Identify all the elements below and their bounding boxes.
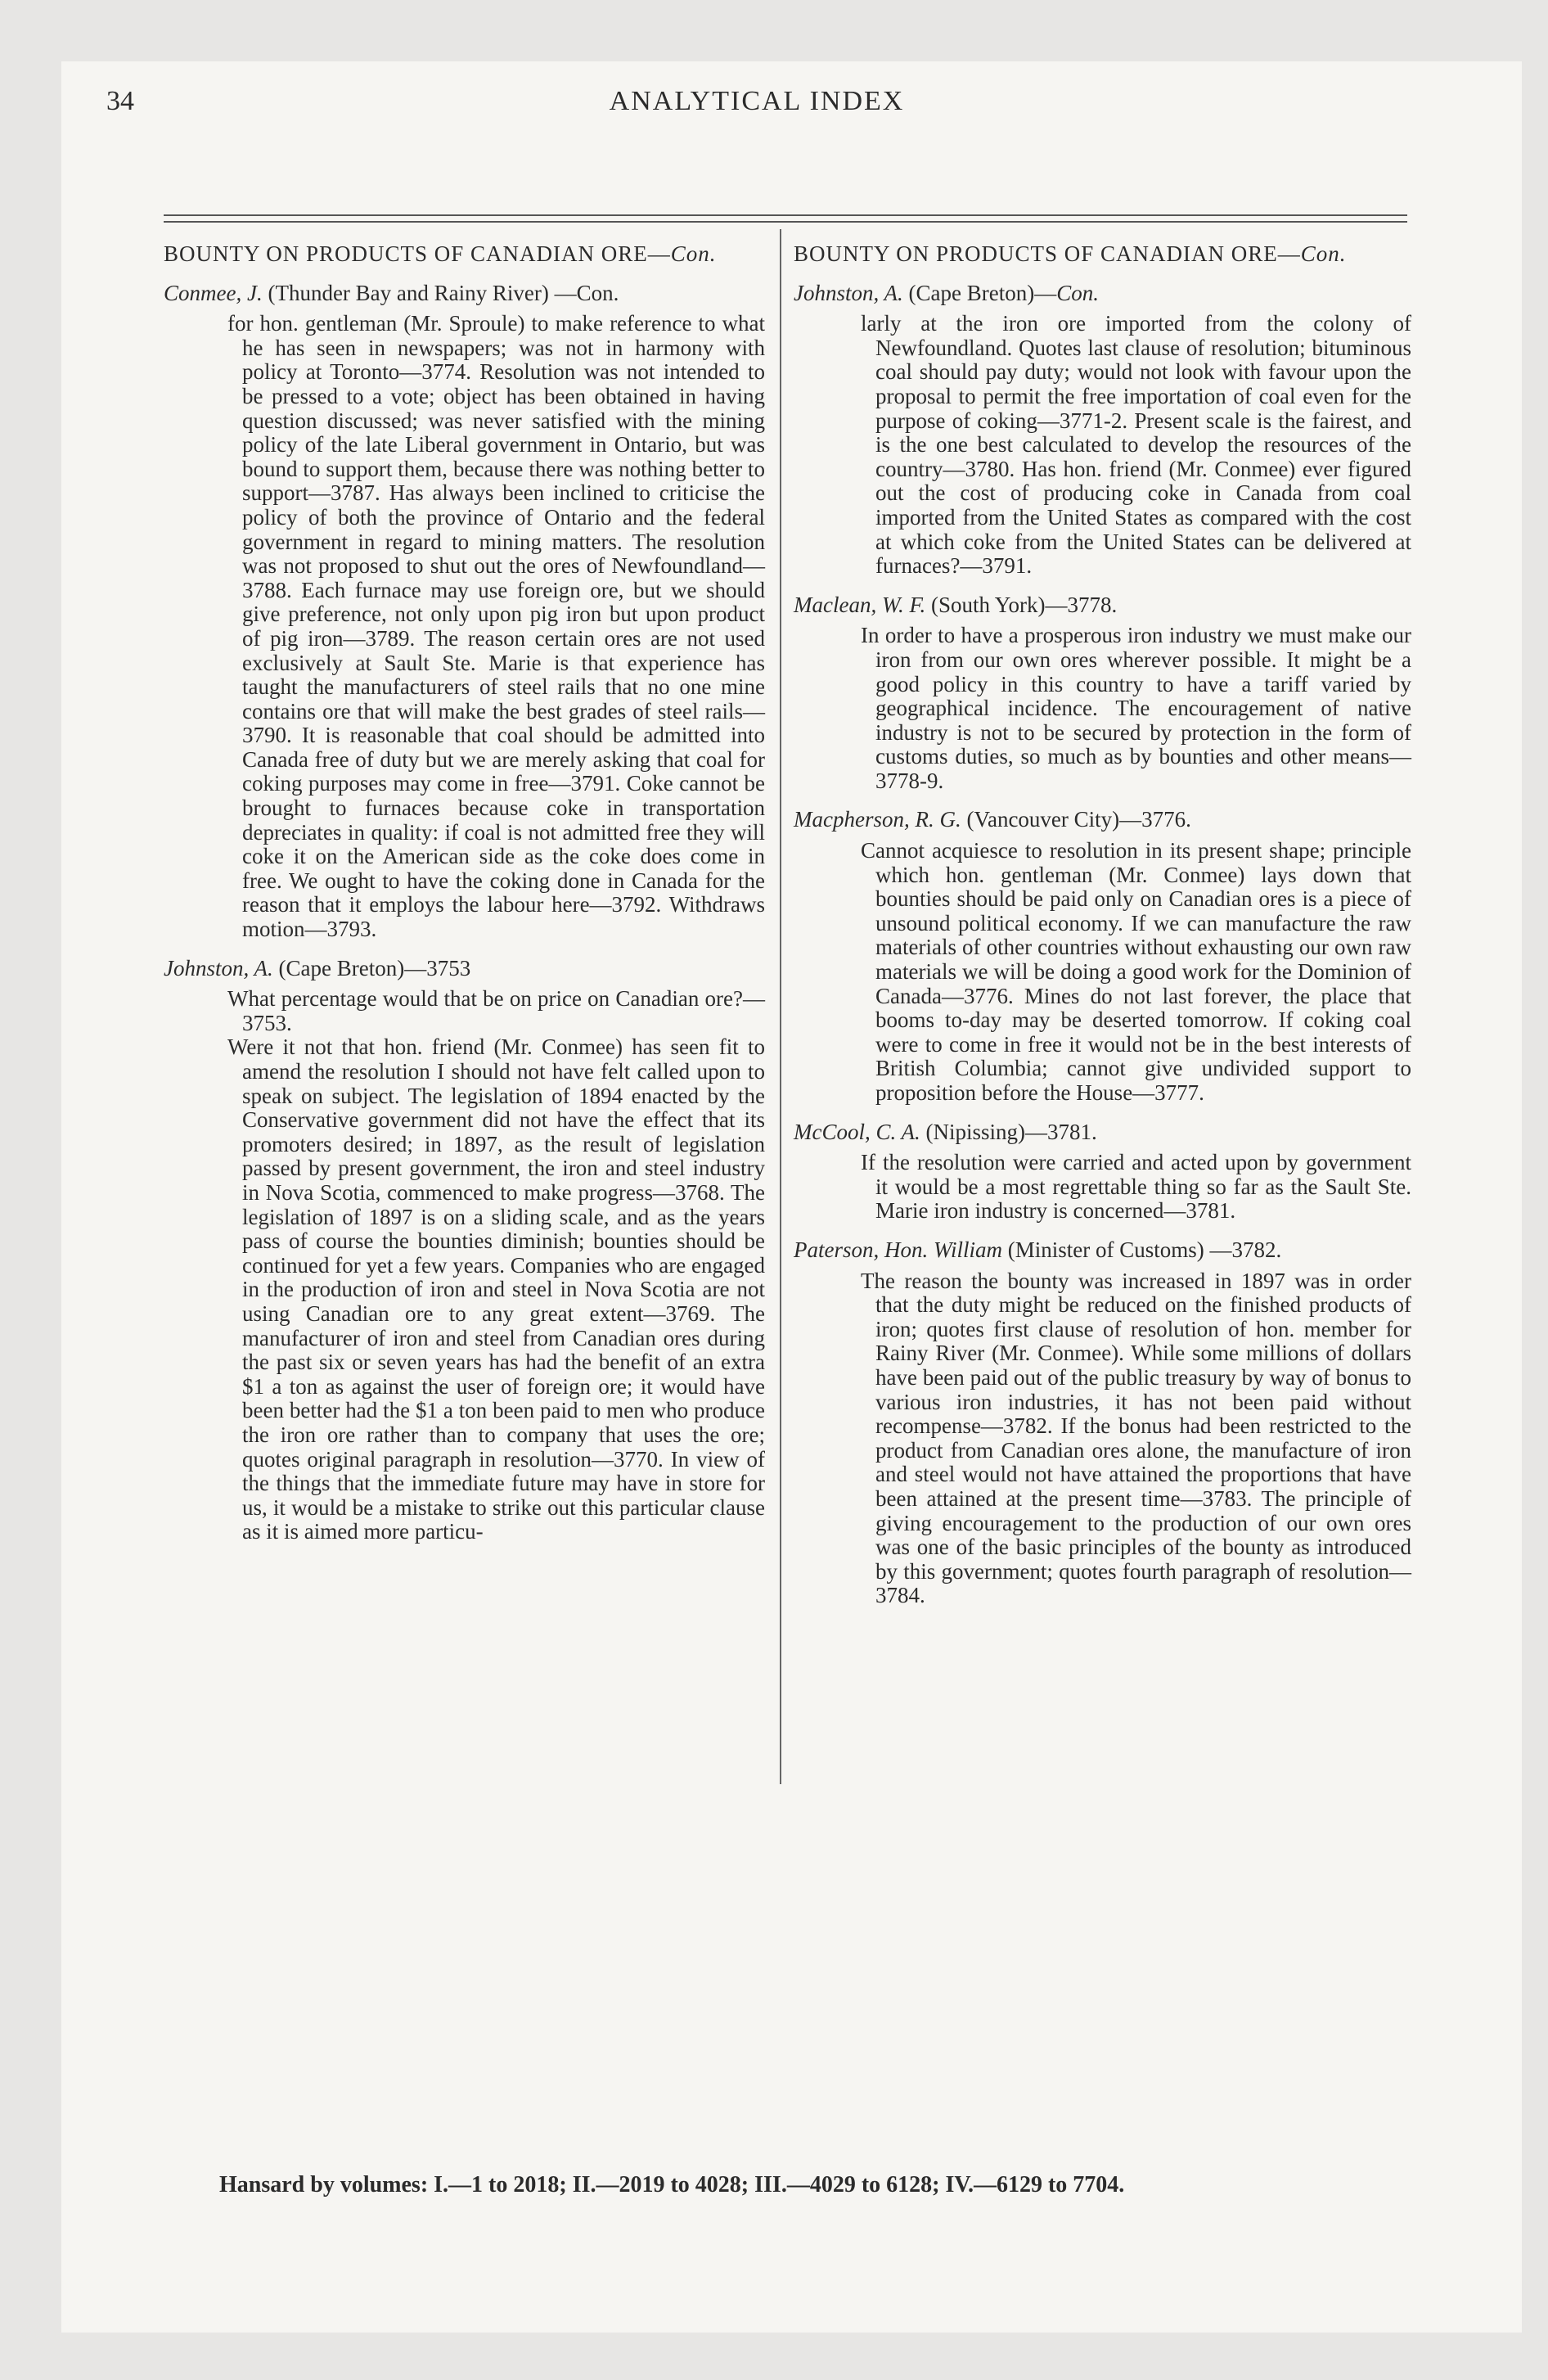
- speaker-info: (Minister of Customs) —3782.: [1007, 1237, 1282, 1262]
- speaker-line: [794, 593, 1411, 618]
- right-column: [794, 242, 1411, 1608]
- page-number: 34: [106, 86, 134, 116]
- speaker-info: (Cape Breton)—3753: [278, 955, 471, 980]
- index-entry: [164, 957, 765, 1544]
- entry-paragraph: Cannot acquiesce to resolution in its present shape; principle which hon. gentleman (Mr. Conmee) lays down that bounties should be paid only on Canadian ores is a piece of unsound political economy. If we can manufacture the raw materials of other countries without exhausting our own raw materials we will be doing a good work for the Dominion of Canada—3776. Mines do not last forever, the place that booms to-day may be deserted tomorrow. If coking coal were to come in free it would not be in the best interests of British Columbia; cannot give undivided support to proposition before the House—3777.: [861, 838, 1411, 1105]
- speaker-info: (Thunder Bay and Rainy River) —Con.: [268, 280, 619, 305]
- speaker-info: (Nipissing)—3781.: [925, 1119, 1097, 1144]
- section-heading-text: BOUNTY ON PRODUCTS OF CANADIAN ORE—: [164, 241, 671, 266]
- entry-paragraph: larly at the iron ore imported from the colony of Newfoundland. Quotes last clause of resolution; bituminous coal should pay duty; would not look with favour upon the proposal to permit the free importation of coal even for the purpose of coking—3771-2. Present scale is the fairest, and is the one best calculated to develop the resources of the country—3780. Has hon. friend (Mr. Conmee) ever figured out the cost of producing coke in Canada from coal imported from the United States as compared with the cost at which coke from the United States can be delivered at furnaces?—3791.: [861, 311, 1411, 579]
- entry-paragraph: for hon. gentleman (Mr. Sproule) to make reference to what he has seen in newspapers; was not in harmony with policy at Toronto—3774. Resolution was not intended to be pressed to a vote; object has been obtained in having question discussed; was never satisfied with the mining policy of the late Liberal government in Ontario, but was bound to support them, because there was nothing better to support—3787. Has always been inclined to criticise the policy of both the province of Ontario and the federal government in regard to mining matters. The resolution was not proposed to shut out the ores of Newfoundland—3788. Each furnace may use foreign ore, but we should give preference, not only upon pig iron but upon product of pig iron—3789. The reason certain ores are not used exclusively at Sault Ste. Marie is that experience has taught the manufacturers of steel rails that no one mine contains ore that will make the best grades of steel rails—3790. It is reasonable that coal should be admitted into Canada free of duty but we are merely asking that coal for coking purposes may come in free—3791. Coke cannot be brought to furnaces because coke in transportation depreciates in quality: if coal is not admitted free they will coke it on the American side as the coke does come in free. We ought to have the coking done in Canada for the reason that it employs the labour here—3792. Withdraws motion—3793.: [227, 311, 765, 942]
- entry-paragraph: What percentage would that be on price on Canadian ore?—3753.: [227, 986, 765, 1035]
- speaker-name: Johnston, A.: [164, 955, 273, 980]
- speaker-info: (Cape Breton)—: [908, 280, 1057, 305]
- header-rule: [164, 214, 1407, 216]
- section-heading: [164, 242, 765, 267]
- entry-paragraph: If the resolution were carried and acted upon by government it would be a most regrettable thing so far as the Sault Ste. Marie iron industry is concerned—3781.: [861, 1150, 1411, 1224]
- speaker-name: Johnston, A.: [794, 280, 903, 305]
- speaker-line: [164, 957, 765, 981]
- speaker-info: (Vancouver City)—3776.: [966, 807, 1191, 832]
- index-entry: [794, 1238, 1411, 1608]
- speaker-line: [164, 282, 765, 306]
- header-rule-second: [164, 221, 1407, 223]
- speaker-name: McCool, C. A.: [794, 1119, 920, 1144]
- speaker-line: [794, 1120, 1411, 1145]
- speaker-line: [794, 282, 1411, 306]
- entry-paragraph: The reason the bounty was increased in 1897 was in order that the duty might be reduced on the finished products of iron; quotes first clause of resolution of hon. member for Rainy River (Mr. Conmee). While some millions of dollars have been paid out of the public treasury by way of bonus to various iron industries, it has not been paid without recompense—3782. If the bonus had been restricted to the product from Canadian ores alone, the manufacture of iron and steel would not have attained the proportions that have been attained at the present time—3783. The principle of giving encouragement to the production of our own ores was one of the basic principles of the bounty as introduced by this government; quotes fourth paragraph of resolution—3784.: [861, 1268, 1411, 1608]
- section-heading-text: BOUNTY ON PRODUCTS OF CANADIAN ORE—: [794, 241, 1301, 266]
- section-heading-con: Con.: [1300, 241, 1347, 266]
- speaker-line: [794, 1238, 1411, 1263]
- speaker-name: Macpherson, R. G.: [794, 807, 961, 832]
- left-column: [164, 242, 765, 1544]
- speaker-line: [794, 808, 1411, 832]
- entry-paragraph: Were it not that hon. friend (Mr. Conmee) has seen fit to amend the resolution I should not have felt called upon to speak on subject. The legislation of 1894 enacted by the Conservative government did not have the effect that its promoters desired; in 1897, as the result of legislation passed by present government, the iron and steel industry in Nova Scotia, commenced to make progress—3768. The legislation of 1897 is on a sliding scale, and as the years pass of course the bounties diminish; bounties should be continued for yet a few years. Companies who are engaged in the production of iron and steel in Nova Scotia are not using Canadian ore to any great extent—3769. The manufacturer of iron and steel from Canadian ores during the past six or seven years has had the benefit of an extra $1 a ton as against the user of foreign ore; it would have been better had the $1 a ton been paid to men who produce the iron ore rather than to company that uses the ore; quotes original paragraph in resolution—3770. In view of the things that the immediate future may have in store for us, it would be a mistake to strike out this particular clause as it is aimed more particu-: [227, 1034, 765, 1544]
- section-heading: [794, 242, 1411, 267]
- running-head: ANALYTICAL INDEX: [609, 86, 905, 116]
- column-divider: [780, 229, 781, 1784]
- entry-paragraph: In order to have a prosperous iron industry we must make our iron from our own ores wherever possible. It might be a good policy in this country to have a tariff varied by geographical incidence. The encouragement of native industry is not to be secured by protection in the form of customs duties, so much as by bounties and other means—3778-9.: [861, 623, 1411, 793]
- speaker-name: Paterson, Hon. William: [794, 1237, 1002, 1262]
- page-header: [106, 86, 1407, 135]
- index-entry: [164, 282, 765, 942]
- section-heading-con: Con.: [670, 241, 717, 266]
- speaker-info-con: Con.: [1056, 280, 1099, 305]
- speaker-info: (South York)—3778.: [931, 592, 1118, 617]
- speaker-name: Maclean, W. F.: [794, 592, 926, 617]
- volume-footer: Hansard by volumes: I.—1 to 2018; II.—2019 to 4028; III.—4029 to 6128; IV.—6129 to 7704.: [219, 2172, 1125, 2197]
- index-entry: [794, 593, 1411, 794]
- speaker-name: Conmee, J.: [164, 280, 263, 305]
- index-entry: [794, 808, 1411, 1105]
- index-entry: [794, 282, 1411, 579]
- index-entry: [794, 1120, 1411, 1224]
